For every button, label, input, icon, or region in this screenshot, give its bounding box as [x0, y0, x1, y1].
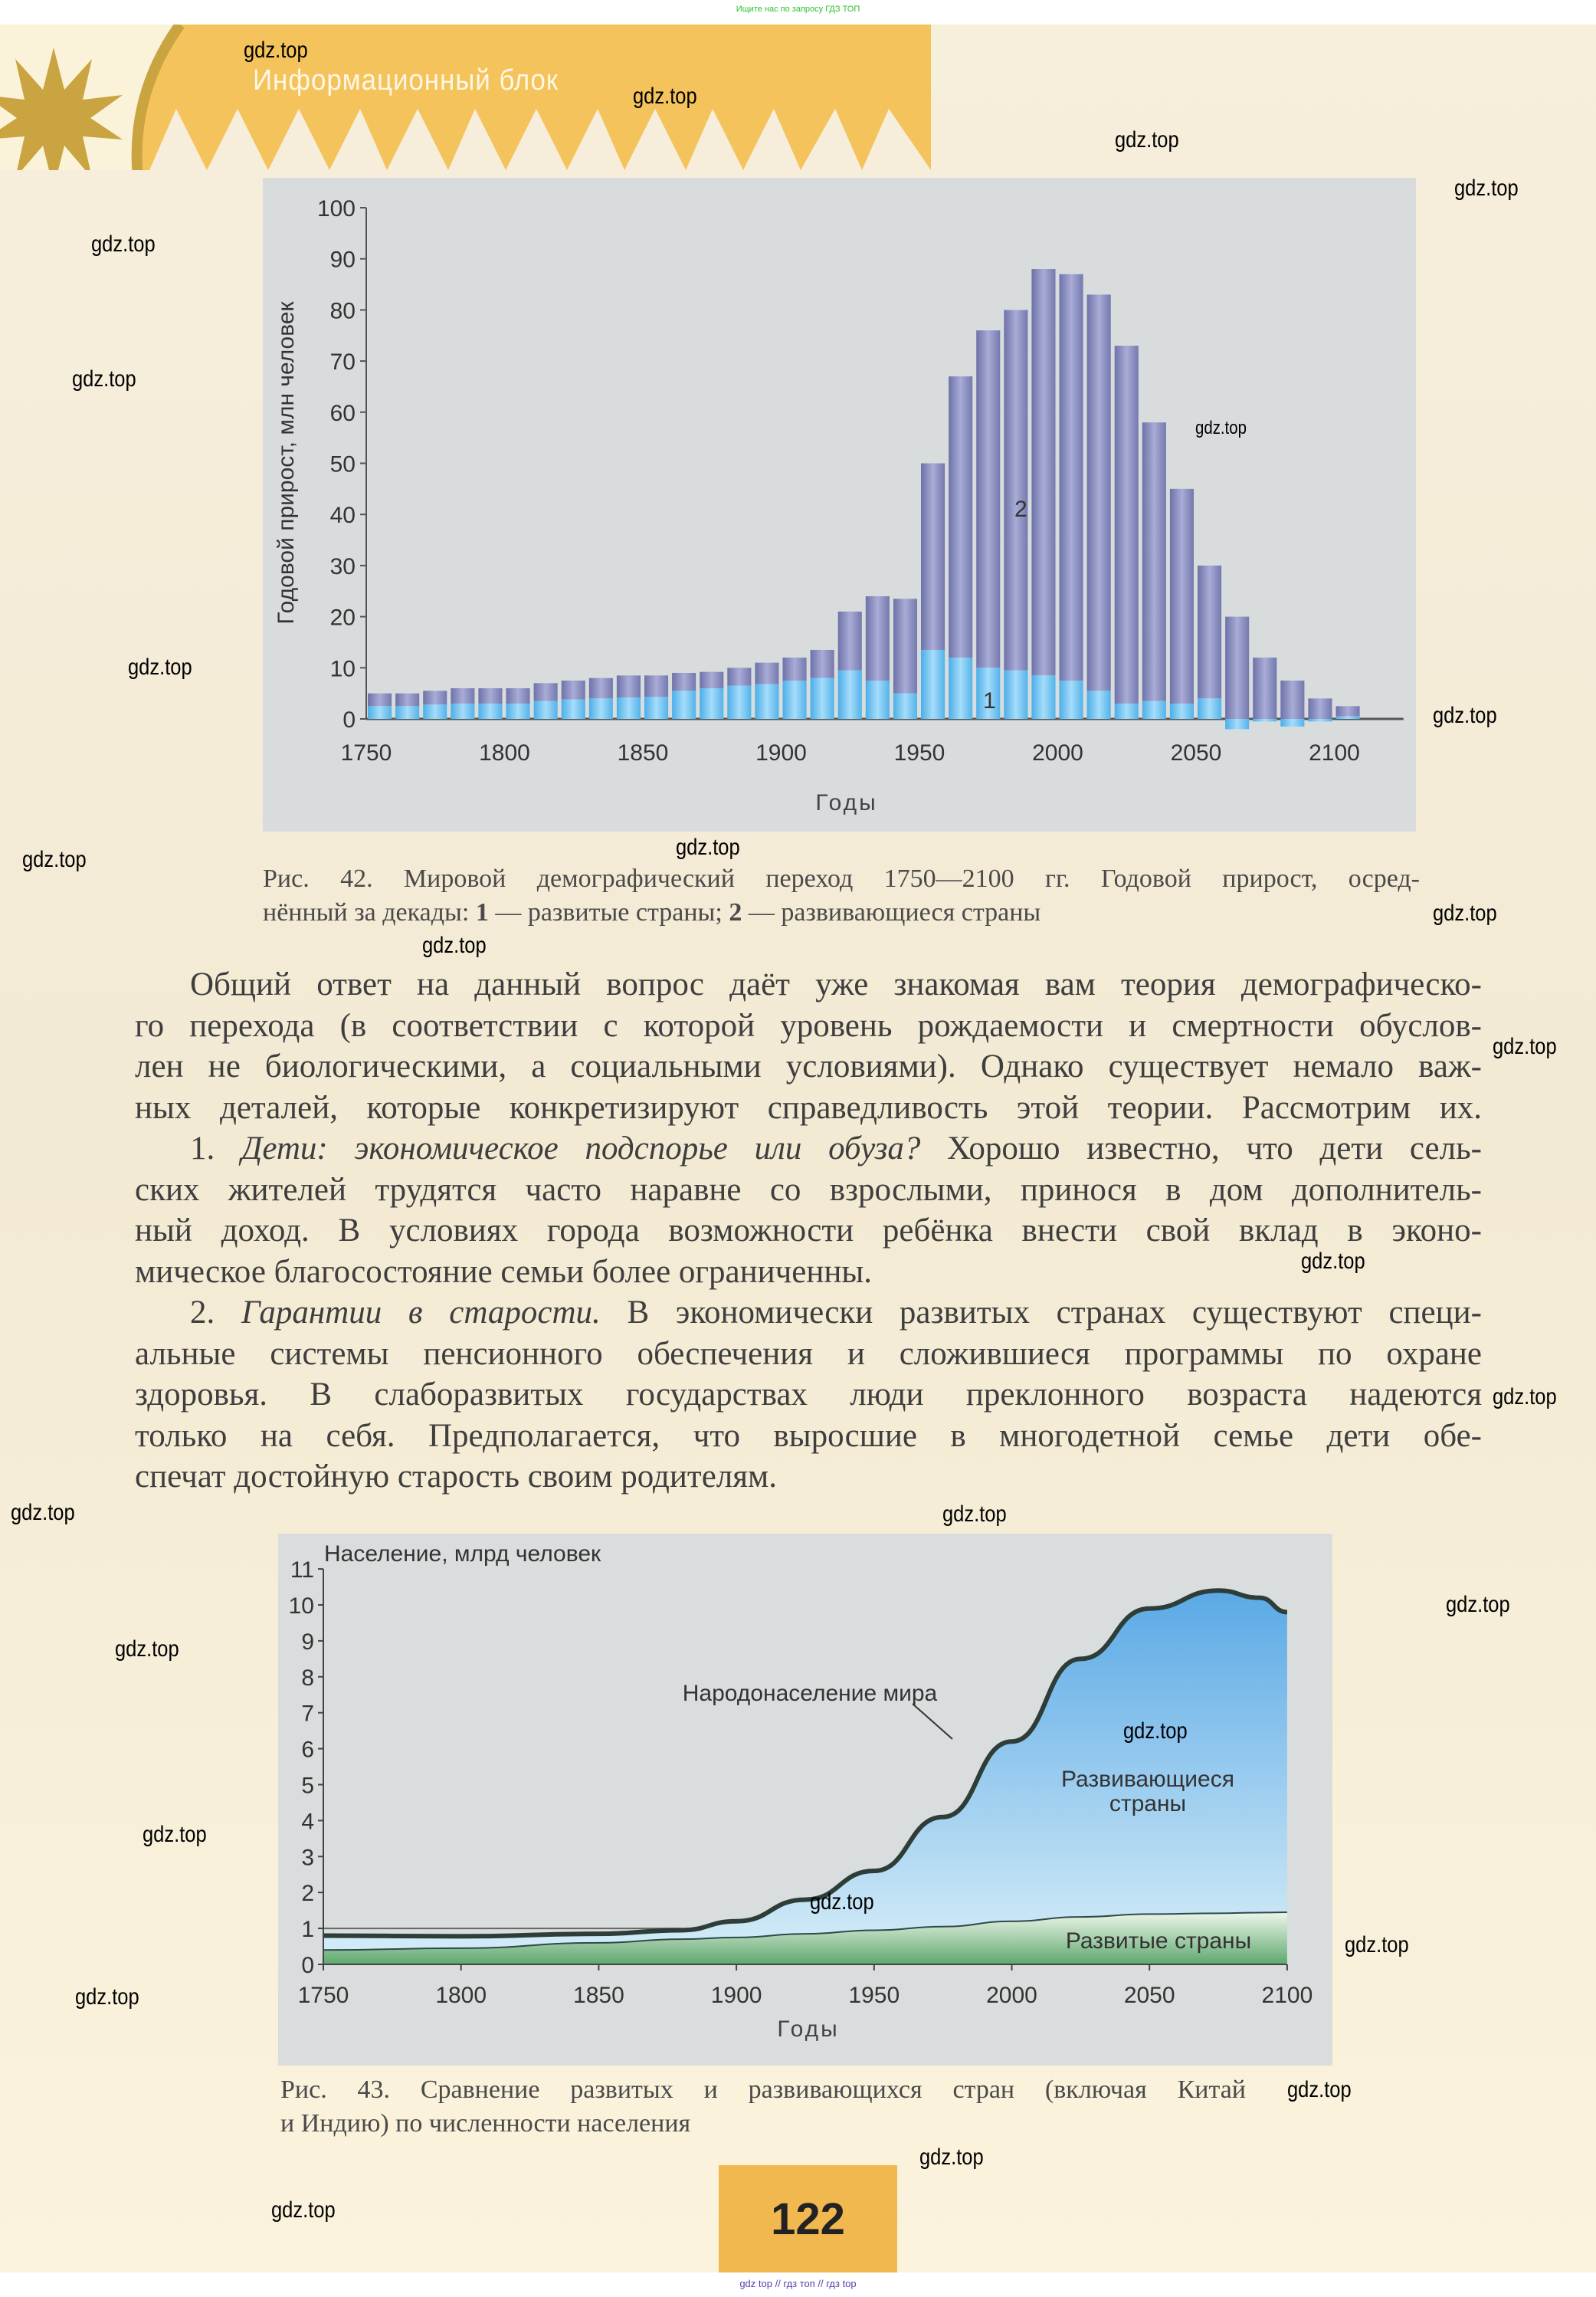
watermark: gdz.top	[1433, 901, 1497, 926]
bar-developed	[1308, 719, 1332, 721]
bar-developing	[368, 694, 392, 707]
y-tick-label: 10	[288, 1593, 314, 1619]
caption-line: Рис. 42. Мировой демографический переход 1750—2100 гг. Годовой прирост, осред-	[263, 865, 1420, 893]
top-note: Ищите нас по запросу ГДЗ ТОП	[736, 5, 860, 14]
y-tick-label: 80	[329, 298, 356, 324]
figure-43-chart	[278, 1534, 1332, 2066]
bar-developed	[755, 684, 778, 719]
bar-developed	[617, 697, 641, 719]
bar-developing	[921, 464, 945, 650]
bar-developing	[866, 596, 890, 681]
y-tick-label: 8	[301, 1665, 314, 1691]
watermark: gdz.top	[1195, 418, 1247, 438]
bar-developed	[1280, 719, 1304, 727]
bar-developing	[783, 658, 807, 681]
legend-1: 1	[475, 898, 489, 927]
bar-developed	[1198, 698, 1221, 719]
caption-line: и Индию) по численности населения	[280, 2109, 691, 2138]
series-label-1: 1	[983, 688, 996, 714]
bar-developing	[811, 650, 834, 678]
bar-developed	[949, 658, 972, 719]
bar-developed	[562, 700, 585, 719]
bar-developing	[1198, 566, 1221, 698]
x-tick-label: 1750	[340, 740, 392, 766]
bar-developing	[838, 612, 862, 671]
bar-developing	[644, 675, 668, 697]
caption-text: — развивающиеся страны	[742, 898, 1041, 927]
bar-developed	[921, 650, 945, 719]
bar-developing	[1142, 422, 1166, 701]
y-tick-label: 0	[301, 1953, 314, 1978]
bar-developing	[1280, 681, 1304, 719]
x-tick-label: 1800	[435, 1983, 487, 2008]
bar-developed	[1225, 719, 1249, 729]
bar-developed	[1115, 704, 1139, 719]
bar-developing	[506, 688, 530, 704]
y-axis-title: Годовой прирост, млн человек	[274, 301, 299, 625]
watermark: gdz.top	[271, 2197, 336, 2223]
item-number: 2.	[190, 1295, 241, 1331]
x-tick-label: 1850	[617, 740, 669, 766]
y-tick-label: 0	[342, 707, 356, 733]
bar-developed	[1170, 704, 1194, 719]
item-title: Дети: экономическое подспорье или обуза?	[241, 1130, 921, 1167]
watermark: gdz.top	[75, 1984, 139, 2010]
bar-developing	[395, 694, 419, 707]
watermark: gdz.top	[11, 1500, 75, 1525]
x-tick-label: 1950	[893, 740, 945, 766]
footer-note: gdz top // гдз топ // гдз top	[739, 2278, 857, 2289]
bar-developing	[755, 663, 778, 684]
y-tick-label: 7	[301, 1701, 314, 1727]
bar-developing	[1308, 698, 1332, 719]
watermark: gdz.top	[633, 84, 697, 109]
x-tick-label: 2050	[1123, 1983, 1175, 2008]
y-tick-label: 50	[329, 451, 356, 477]
bar-developed	[451, 704, 474, 719]
x-tick-label: 2100	[1309, 740, 1360, 766]
watermark: gdz.top	[91, 231, 156, 257]
leader-line	[913, 1704, 952, 1739]
item-number: 1.	[190, 1130, 241, 1167]
chart-title: Население, млрд человек	[324, 1541, 601, 1567]
text-line	[135, 1128, 1482, 1170]
bar-developed	[423, 704, 447, 719]
text-fragment: Хорошо известно, что дети сель-	[920, 1130, 1482, 1167]
bar-developed	[1336, 717, 1360, 719]
x-tick-label: 2100	[1261, 1983, 1313, 2008]
bar-developed	[783, 681, 807, 719]
bar-developing	[534, 683, 558, 701]
watermark: gdz.top	[676, 835, 740, 860]
caption-text: нённый за декады:	[263, 898, 476, 927]
info-block-header	[0, 25, 931, 170]
y-tick-label: 6	[301, 1737, 314, 1763]
watermark: gdz.top	[143, 1822, 207, 1847]
bar-developed	[478, 704, 502, 719]
text-line: ских жителей трудятся часто наравне со взрослыми, принося в дом дополнитель-	[135, 1171, 1482, 1208]
y-tick-label: 5	[301, 1773, 314, 1799]
bar-developed	[866, 681, 890, 719]
bar-developed	[644, 697, 668, 719]
bar-developed	[811, 678, 834, 719]
y-tick-label: 70	[329, 349, 356, 376]
watermark: gdz.top	[1493, 1384, 1557, 1409]
bar-developed	[1087, 691, 1111, 719]
watermark: gdz.top	[244, 38, 308, 63]
bar-developing	[1115, 346, 1139, 704]
watermark: gdz.top	[1123, 1718, 1188, 1744]
bar-developed	[1031, 675, 1055, 719]
bar-developed	[700, 688, 723, 719]
watermark: gdz.top	[810, 1889, 874, 1915]
figure-43-caption	[280, 2073, 1246, 2141]
y-tick-label: 3	[301, 1845, 314, 1871]
body-text	[135, 964, 1482, 1498]
bar-developing	[672, 673, 696, 691]
watermark: gdz.top	[1287, 2077, 1352, 2102]
text-line: ных деталей, которые конкретизируют справедливость этой теории. Рассмотрим их.	[135, 1089, 1482, 1126]
caption-line: Рис. 43. Сравнение развитых и развивающихся стран (включая Китай	[280, 2076, 1246, 2104]
bar-developing	[589, 678, 613, 699]
watermark: gdz.top	[422, 933, 487, 958]
bar-developed	[672, 691, 696, 719]
y-tick-label: 20	[329, 605, 356, 631]
y-tick-label: 1	[301, 1917, 314, 1943]
x-tick-label: 1900	[710, 1983, 762, 2008]
x-tick-label: 1800	[479, 740, 530, 766]
bar-developed	[1004, 671, 1027, 719]
y-tick-label: 4	[301, 1809, 314, 1835]
text-line: ный доход. В условиях города возможности ребёнка внести свой вклад в эконо-	[135, 1212, 1482, 1249]
y-tick-label: 60	[329, 400, 356, 426]
watermark: gdz.top	[1446, 1592, 1510, 1617]
bar-developing	[423, 691, 447, 704]
bar-developed	[534, 701, 558, 719]
y-tick-label: 40	[329, 503, 356, 529]
bar-developed	[506, 704, 530, 719]
bar-developing	[1170, 489, 1194, 704]
bar-developing	[700, 672, 723, 688]
text-line: спечат достойную старость своим родителям.	[135, 1459, 777, 1495]
developed-label: Развитые страны	[1065, 1928, 1252, 1954]
x-tick-label: 2050	[1170, 740, 1222, 766]
bar-developed	[727, 686, 751, 719]
series-label-2: 2	[1014, 497, 1027, 522]
bar-developed	[1253, 719, 1276, 721]
y-tick-label: 100	[316, 196, 356, 221]
bar-developing	[1087, 294, 1111, 691]
bar-developing	[1253, 658, 1276, 719]
x-tick-label: 1750	[297, 1983, 349, 2008]
x-tick-label: 1900	[755, 740, 807, 766]
demographic-transition-bar-chart	[263, 178, 1416, 832]
legend-2: 2	[729, 898, 742, 927]
world-population-label: Народонаселение мира	[682, 1681, 938, 1706]
bar-developing	[1004, 310, 1027, 670]
text-line: только на себя. Предполагается, что выросшие в многодетной семье дети обе-	[135, 1417, 1482, 1454]
y-tick-label: 30	[329, 553, 356, 579]
figure-42-chart	[263, 178, 1416, 832]
bar-developing	[1060, 274, 1083, 681]
text-line: Общий ответ на данный вопрос даёт уже знакомая вам теория демографическо-	[190, 966, 1482, 1002]
developing-label: страны	[1109, 1791, 1187, 1816]
watermark: gdz.top	[1115, 127, 1179, 153]
text-line: мическое благосостояние семьи более ограниченны.	[135, 1253, 873, 1290]
bar-developed	[368, 706, 392, 719]
text-fragment: В экономически развитых странах существуют специ-	[600, 1295, 1482, 1331]
bar-developing	[1336, 706, 1360, 716]
watermark: gdz.top	[72, 366, 136, 392]
x-tick-label: 1850	[573, 1983, 624, 2008]
watermark: gdz.top	[1433, 703, 1497, 728]
section-title: Информационный блок	[253, 64, 559, 97]
x-axis-title: Годы	[815, 790, 878, 815]
text-line: лен не биологическими, а социальными условиями). Однако существует немало важ-	[135, 1048, 1482, 1085]
watermark: gdz.top	[1454, 176, 1519, 201]
bar-developing	[1031, 269, 1055, 675]
bar-developed	[838, 671, 862, 719]
bar-developed	[1142, 701, 1166, 719]
bar-developing	[562, 681, 585, 700]
watermark: gdz.top	[1301, 1249, 1365, 1274]
watermark: gdz.top	[919, 2144, 984, 2170]
bar-developing	[727, 668, 751, 685]
text-line: здоровья. В слаборазвитых государствах люди преклонного возраста надеются	[135, 1377, 1482, 1413]
y-tick-label: 9	[301, 1629, 314, 1655]
bar-developing	[478, 688, 502, 704]
bar-developing	[451, 688, 474, 704]
bar-developing	[949, 376, 972, 658]
population-area-chart	[278, 1534, 1332, 2066]
y-tick-label: 10	[329, 656, 356, 682]
figure-42-caption	[263, 862, 1420, 930]
bar-developed	[395, 706, 419, 719]
watermark: gdz.top	[1493, 1034, 1557, 1059]
bar-developing	[1225, 617, 1249, 719]
text-line	[135, 1292, 1482, 1334]
y-tick-label: 11	[290, 1557, 314, 1583]
watermark: gdz.top	[942, 1501, 1007, 1527]
y-tick-label: 90	[329, 247, 356, 273]
x-tick-label: 2000	[986, 1983, 1037, 2008]
watermark: gdz.top	[128, 655, 192, 680]
item-title: Гарантии в старости.	[241, 1295, 601, 1331]
x-tick-label: 1950	[848, 1983, 900, 2008]
page-number: 122	[719, 2165, 897, 2272]
bar-developing	[617, 675, 641, 697]
x-axis-title: Годы	[777, 2016, 840, 2042]
y-tick-label: 2	[301, 1881, 314, 1907]
watermark: gdz.top	[115, 1636, 179, 1662]
caption-text: — развитые страны;	[488, 898, 729, 927]
watermark: gdz.top	[1345, 1932, 1409, 1957]
x-tick-label: 2000	[1032, 740, 1083, 766]
text-line: альные системы пенсионного обеспечения и сложившиеся программы по охране	[135, 1335, 1482, 1372]
watermark: gdz.top	[22, 847, 87, 872]
bar-developed	[893, 694, 917, 719]
bar-developing	[976, 330, 1000, 668]
bar-developed	[589, 698, 613, 719]
bar-developed	[1060, 681, 1083, 719]
text-line: го перехода (в соответствии с которой уровень рождаемости и смертности обуслов-	[135, 1007, 1482, 1044]
developing-label: Развивающиеся	[1061, 1767, 1234, 1792]
bar-developing	[893, 599, 917, 693]
